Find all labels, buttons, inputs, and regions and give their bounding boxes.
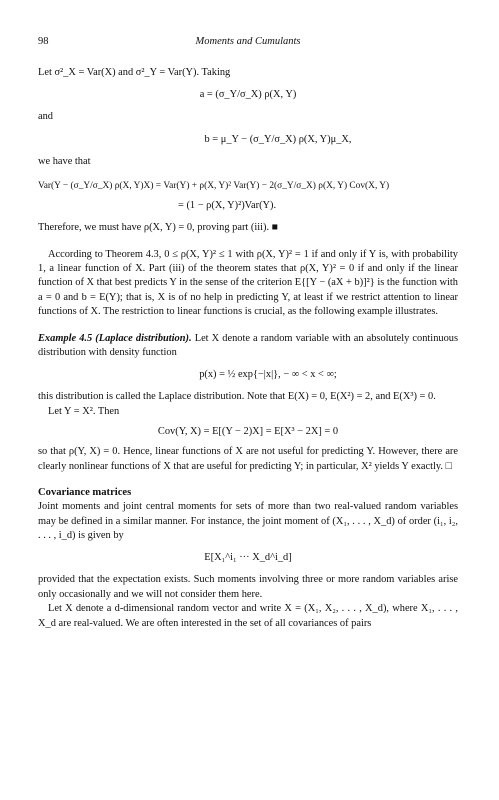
book-page	[38, 36, 458, 631]
example-text: Let X denote a random variable with an absolutely continuous distribution with density function	[38, 332, 459, 359]
proof-end: Therefore, we must have ρ(X, Y) = 0, proving part (iii). ■	[38, 222, 278, 234]
paragraph-theorem-discussion: According to Theorem 4.3, 0 ≤ ρ(X, Y)² ≤ 1 with ρ(X, Y)² = 1 if and only if Y is, with probability 1, a linear function of X. Part (iii) of the theorem states that ρ(X, Y)² = 0 if and only if the linear function of X that best predicts Y in the sense of the criterion E{[Y − (aX + b)]²} is the function with a = 0 and b = E(Y); that is, X is of no help in predicting Y, at least if we restrict attention to linear functions of X. The restriction to linear functions is crucial, as the following example illustrates.	[38, 248, 458, 318]
text-line: Let Y = X². Then	[48, 405, 120, 417]
running-header	[38, 36, 458, 50]
paragraph-joint-moments: Joint moments and joint central moments for sets of more than two real-valued random variables may be defined in a similar manner. For instance, the joint moment of (X₁, . . . , X_d) of order (i₁, i₂, . . . , i_d) is given by	[38, 501, 458, 541]
equation-var-result: = (1 − ρ(X, Y)²)Var(Y).	[178, 200, 277, 212]
equation-density: p(x) = ½ exp{−|x|}, − ∞ < x < ∞;	[199, 369, 337, 381]
paragraph-conclusion: so that ρ(Y, X) = 0. Hence, linear functions of X are not useful for predicting Y. However, there are clearly nonlinear functions of X that are useful for predicting Y; in particular, X² yields Y exactly. □	[38, 446, 458, 472]
paragraph-laplace: this distribution is called the Laplace distribution. Note that E(X) = 0, E(X²) = 2, and E(X³) = 0.	[38, 391, 436, 403]
example-paragraph	[38, 332, 458, 361]
page-number: 98	[38, 36, 49, 47]
paragraph-expectation: provided that the expectation exists. Such moments involving three or more random variables arise only occasionally and we will not consider them here.	[38, 574, 458, 600]
equation-var: Var(Y − (σ_Y/σ_X) ρ(X, Y)X) = Var(Y) + ρ(X, Y)² Var(Y) − 2(σ_Y/σ_X) ρ(X, Y) Cov(X, Y)	[38, 181, 390, 192]
equation-cov: Cov(Y, X) = E[(Y − 2)X] = E[X³ − 2X] = 0	[157, 426, 339, 438]
text-line: and	[38, 111, 54, 123]
text-line: Let σ²_X = Var(X) and σ²_Y = Var(Y). Taking	[38, 67, 231, 78]
running-title: Moments and Cumulants	[195, 36, 301, 47]
text-line: we have that	[38, 155, 91, 167]
paragraph-random-vector: Let X denote a d-dimensional random vector and write X = (X₁, X₂, . . . , X_d), where X₁, . . . , X_d are real-valued. We are often interested in the set of all covariances of pairs	[38, 603, 458, 629]
equation-joint-moment: E[X₁^i₁ ··· X_d^i_d]	[204, 552, 292, 564]
equation-a: a = (σ_Y/σ_X) ρ(X, Y)	[199, 89, 297, 101]
example-label: Example 4.5 (Laplace distribution).	[38, 332, 192, 344]
section-heading: Covariance matrices	[38, 487, 132, 499]
equation-b: b = μ_Y − (σ_Y/σ_X) ρ(X, Y)μ_X,	[204, 133, 352, 145]
